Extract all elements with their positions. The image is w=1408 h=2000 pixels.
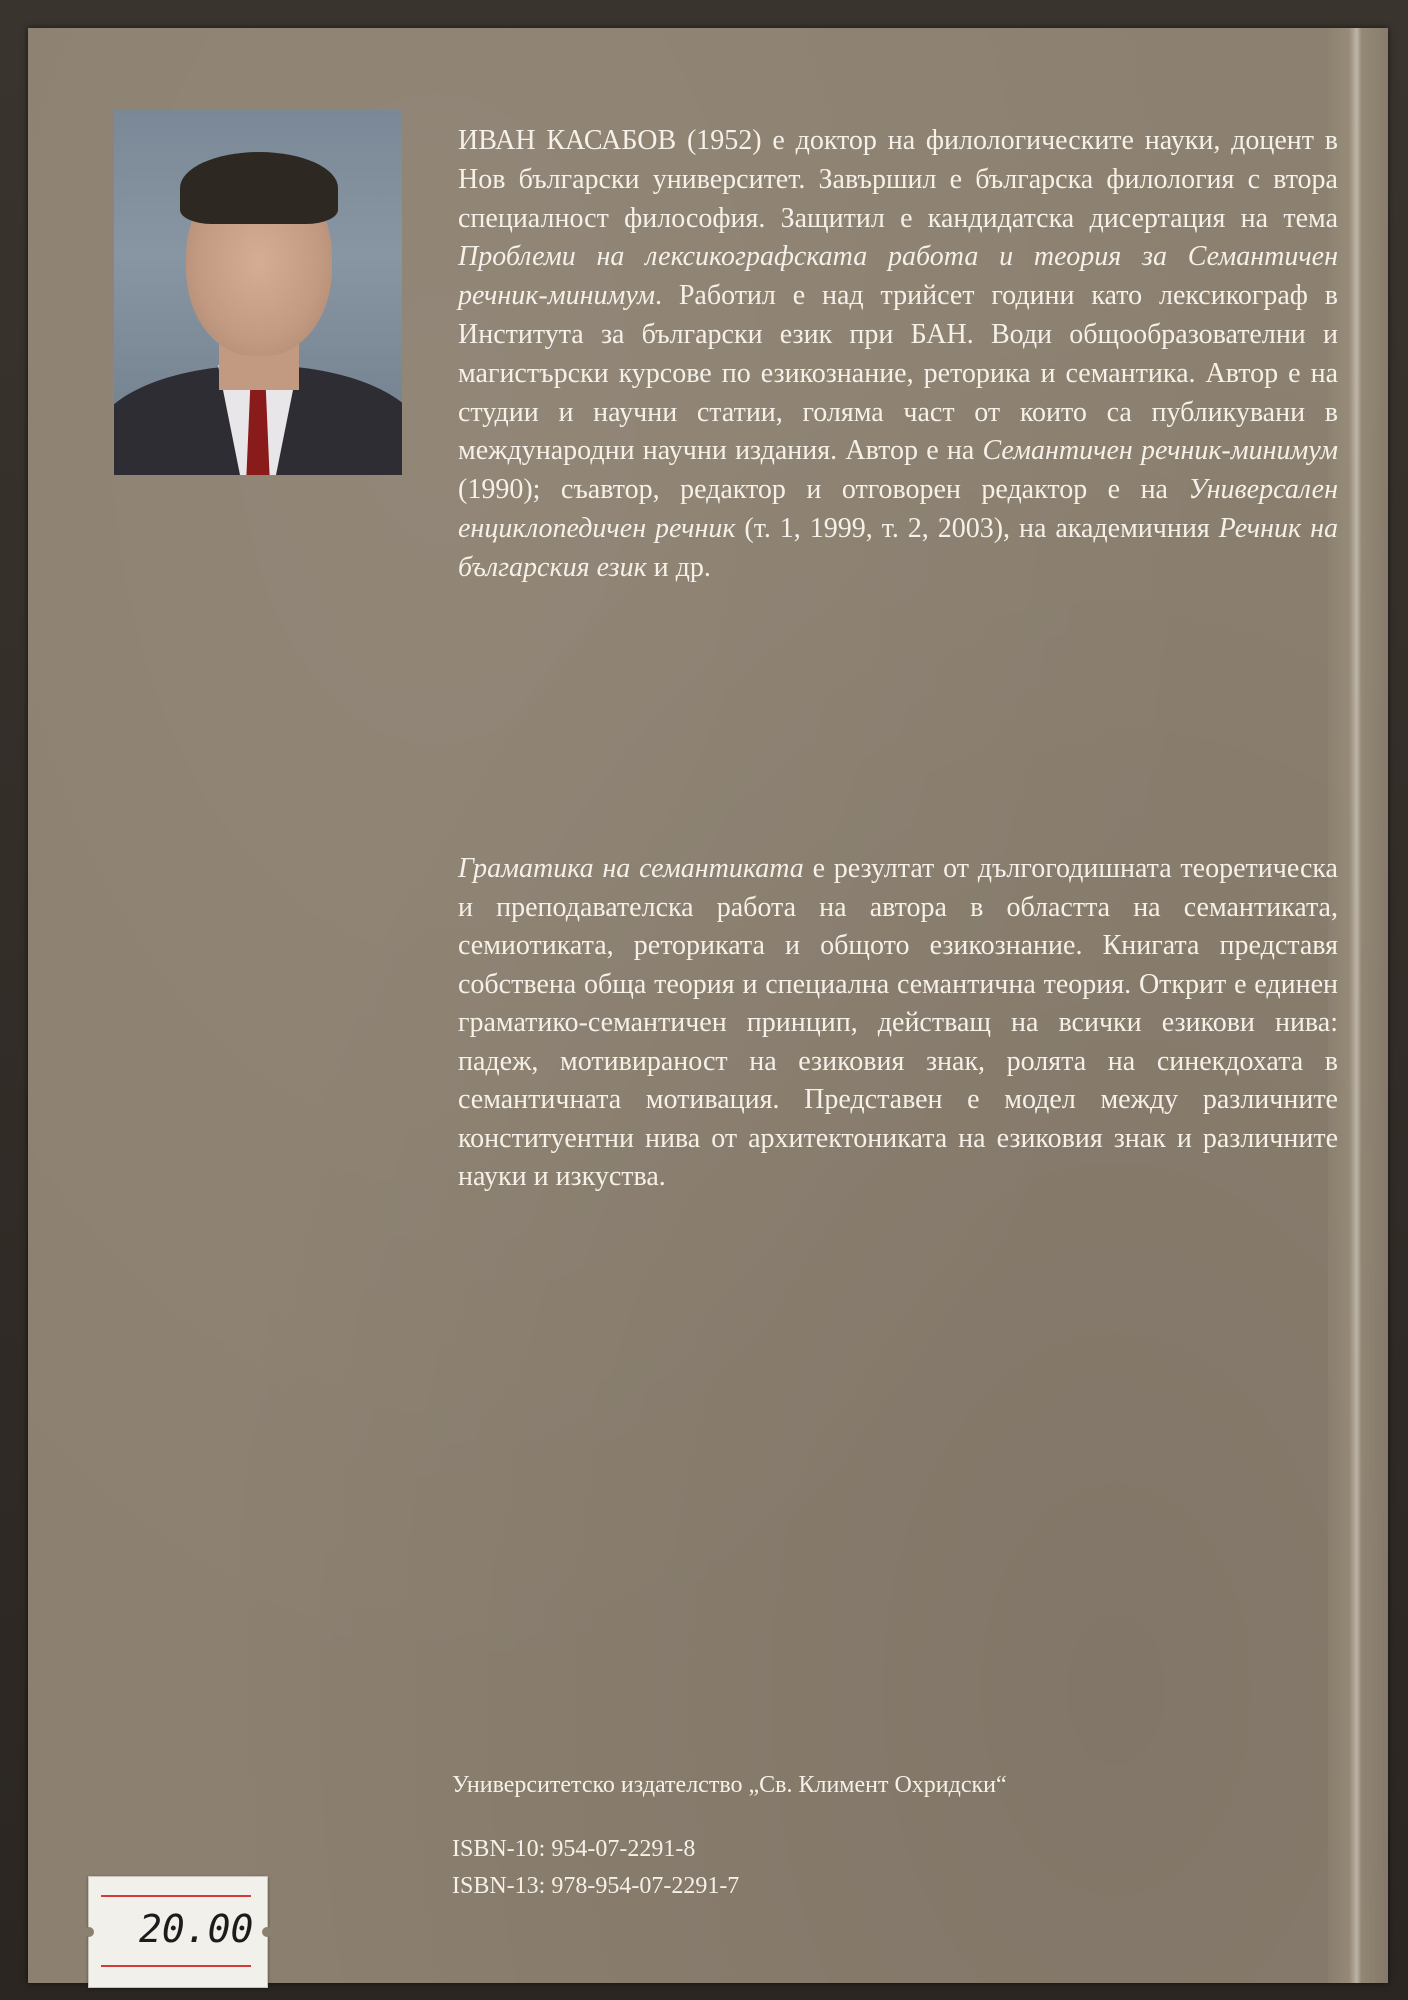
bio-text-2: . Работил е над трийсет години като лексикограф в Института за български език при БАН. Води общообразователни и магистърски курсове по езикознание, реторика и семантика. Автор е на студии и научни статии, голяма част от които са публикувани в международни научни издания. Автор е на	[458, 280, 1338, 467]
author-bio	[458, 122, 1338, 588]
author-photo	[114, 110, 402, 475]
bio-text-3: (1990); съавтор, редактор и отговорен редактор е на	[458, 474, 1189, 506]
isbn-13: ISBN-13: 978-954-07-2291-7	[452, 1873, 740, 1899]
book-title-2: Универсален енциклопедичен речник	[458, 474, 1338, 544]
blurb-book-title: Граматика на семантиката	[458, 853, 804, 884]
book-blurb	[458, 850, 1338, 1197]
publisher-name: Университетско издателство „Св. Климент Охридски“	[452, 1772, 1007, 1798]
book-back-cover	[28, 28, 1388, 1983]
bio-text-4: (т. 1, 1999, т. 2, 2003), на академичния	[735, 512, 1219, 544]
book-title-3: Речник на българския език	[458, 512, 1338, 583]
isbn-10: ISBN-10: 954-07-2291-8	[452, 1836, 696, 1862]
photo-hair	[180, 152, 338, 224]
price-tag-top-line	[101, 1895, 251, 1897]
blurb-text: е резултат от дългогодишната теоретическа и преподавателска работа на автора в областта на семантиката, семиотиката, реториката и общото езикознание. Книгата представя собствена обща теория и специална семантична теория. Открит е единен граматико-семантичен принцип, действащ на всички езикови нива: падеж, мотивираност на езиковия знак, ролята на синекдохата в семантичната мотивация. Представен е модел между различните конституентни нива от архитектониката на езиковия знак и различните науки и изкуства.	[458, 853, 1338, 1192]
price-sticker	[88, 1876, 268, 1988]
author-name: ИВАН КАСАБОВ	[458, 125, 677, 156]
bio-text-5: и др.	[646, 551, 711, 583]
price-value: 20.00	[139, 1907, 254, 1951]
bio-text-1: (1952) е доктор на филологическите науки, доцент в Нов български университет. Завършил е българска филология с втора специалност философия. Защитил е кандидатска дисертация на тема	[458, 125, 1338, 234]
price-tag-bottom-line	[101, 1965, 251, 1967]
price-tag-notch-right	[262, 1927, 272, 1937]
thesis-title: Проблеми на лексикографската работа и теория за Семантичен речник-минимум	[458, 241, 1338, 312]
price-tag-notch-left	[84, 1927, 94, 1937]
book-title-1: Семантичен речник-минимум	[982, 435, 1338, 467]
